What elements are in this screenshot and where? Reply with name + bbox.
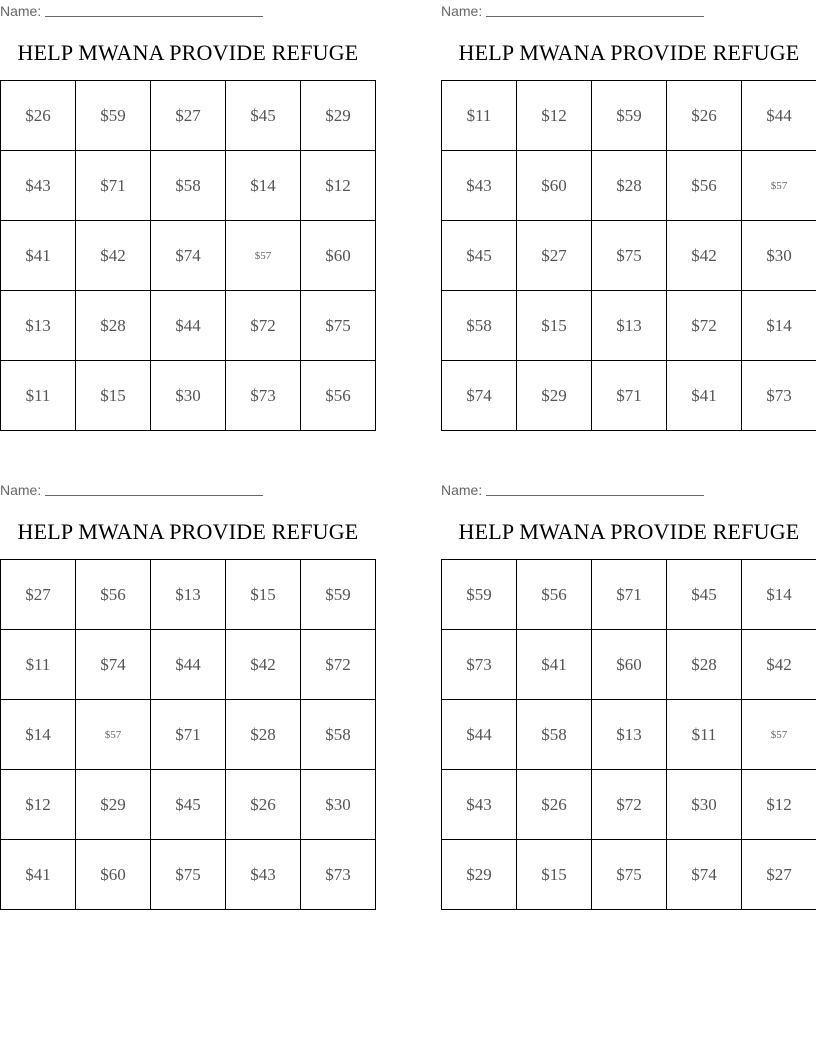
name-blank-line[interactable] <box>486 2 704 17</box>
grid-cell: $29 <box>76 770 151 840</box>
grid-cell: $30 <box>301 770 376 840</box>
grid-cell: $41 <box>1 221 76 291</box>
grid-cell: $28 <box>592 151 667 221</box>
grid-cell: $29 <box>301 81 376 151</box>
grid-cell: $30 <box>667 770 742 840</box>
grid-cell: $71 <box>592 361 667 431</box>
name-field <box>0 0 376 22</box>
grid-cell: $71 <box>592 560 667 630</box>
grid-cell: $15 <box>226 560 301 630</box>
grid-cell: $43 <box>442 151 517 221</box>
grid-row <box>442 221 816 291</box>
grid-cell: $57 <box>742 700 816 770</box>
card-title: HELP MWANA PROVIDE REFUGE <box>17 519 359 544</box>
card-title: HELP MWANA PROVIDE REFUGE <box>458 519 800 544</box>
grid-cell: $12 <box>1 770 76 840</box>
grid-cell: $71 <box>76 151 151 221</box>
grid-row <box>1 630 376 700</box>
grid-cell: $14 <box>742 560 816 630</box>
grid-cell: $73 <box>301 840 376 910</box>
grid-cell: $11 <box>1 630 76 700</box>
grid-cell: $14 <box>226 151 301 221</box>
grid-row <box>442 361 816 431</box>
grid-cell: $41 <box>517 630 592 700</box>
grid-cell: $28 <box>226 700 301 770</box>
grid-cell: $26 <box>1 81 76 151</box>
grid-cell: $60 <box>517 151 592 221</box>
grid-cell: $27 <box>151 81 226 151</box>
name-blank-line[interactable] <box>486 481 704 496</box>
grid-cell: $73 <box>226 361 301 431</box>
grid-cell: $12 <box>742 770 816 840</box>
name-label: Name: <box>441 3 483 19</box>
grid-cell: $73 <box>442 630 517 700</box>
grid-cell: $74 <box>151 221 226 291</box>
bingo-grid <box>441 559 816 910</box>
grid-cell: $74 <box>667 840 742 910</box>
grid-row <box>442 840 816 910</box>
grid-cell: $45 <box>667 560 742 630</box>
grid-cell: $30 <box>742 221 816 291</box>
grid-cell: $56 <box>517 560 592 630</box>
grid-row <box>442 630 816 700</box>
grid-cell: $74 <box>442 361 517 431</box>
name-blank-line[interactable] <box>45 2 263 17</box>
grid-cell: $75 <box>301 291 376 361</box>
grid-cell: $28 <box>667 630 742 700</box>
grid-cell: $72 <box>226 291 301 361</box>
bingo-grid <box>0 559 376 910</box>
bingo-card-1 <box>0 0 376 431</box>
grid-cell: $58 <box>151 151 226 221</box>
grid-row <box>442 700 816 770</box>
grid-cell: $11 <box>442 81 517 151</box>
grid-cell: $26 <box>226 770 301 840</box>
bingo-card-2 <box>441 0 816 431</box>
grid-row <box>1 700 376 770</box>
grid-cell: $44 <box>151 291 226 361</box>
name-field <box>441 479 816 501</box>
grid-cell: $28 <box>76 291 151 361</box>
grid-cell: $13 <box>1 291 76 361</box>
grid-cell: $45 <box>151 770 226 840</box>
grid-cell: $42 <box>226 630 301 700</box>
grid-cell: $56 <box>301 361 376 431</box>
grid-cell: $60 <box>76 840 151 910</box>
grid-cell: $29 <box>442 840 517 910</box>
grid-cell: $72 <box>301 630 376 700</box>
grid-cell: $13 <box>592 291 667 361</box>
grid-cell: $42 <box>76 221 151 291</box>
grid-cell: $11 <box>1 361 76 431</box>
grid-cell: $15 <box>517 840 592 910</box>
grid-cell: $27 <box>1 560 76 630</box>
grid-cell: $13 <box>592 700 667 770</box>
grid-cell: $75 <box>592 221 667 291</box>
grid-cell: $74 <box>76 630 151 700</box>
grid-cell: $11 <box>667 700 742 770</box>
grid-cell: $60 <box>592 630 667 700</box>
grid-cell: $72 <box>592 770 667 840</box>
grid-cell: $15 <box>517 291 592 361</box>
grid-cell: $43 <box>442 770 517 840</box>
grid-cell: $59 <box>592 81 667 151</box>
grid-cell: $58 <box>442 291 517 361</box>
grid-cell: $30 <box>151 361 226 431</box>
grid-cell: $14 <box>1 700 76 770</box>
grid-cell: $29 <box>517 361 592 431</box>
grid-cell: $45 <box>226 81 301 151</box>
grid-row <box>442 291 816 361</box>
grid-row <box>1 361 376 431</box>
bingo-grid <box>441 80 816 431</box>
grid-cell: $12 <box>517 81 592 151</box>
grid-row <box>1 560 376 630</box>
bingo-grid <box>0 80 376 431</box>
grid-row <box>442 560 816 630</box>
grid-cell: $14 <box>742 291 816 361</box>
grid-cell: $58 <box>301 700 376 770</box>
grid-cell: $26 <box>517 770 592 840</box>
grid-cell: $57 <box>76 700 151 770</box>
grid-row <box>442 81 816 151</box>
name-label: Name: <box>441 482 483 498</box>
name-field <box>441 0 816 22</box>
grid-cell: $44 <box>151 630 226 700</box>
grid-row <box>442 770 816 840</box>
grid-row <box>1 840 376 910</box>
card-title: HELP MWANA PROVIDE REFUGE <box>458 40 800 65</box>
grid-cell: $44 <box>442 700 517 770</box>
grid-cell: $59 <box>301 560 376 630</box>
grid-cell: $27 <box>517 221 592 291</box>
grid-cell: $43 <box>226 840 301 910</box>
grid-cell: $44 <box>742 81 816 151</box>
grid-row <box>1 81 376 151</box>
name-label: Name: <box>0 482 42 498</box>
grid-cell: $60 <box>301 221 376 291</box>
grid-cell: $45 <box>442 221 517 291</box>
grid-cell: $58 <box>517 700 592 770</box>
grid-cell: $56 <box>76 560 151 630</box>
grid-cell: $41 <box>667 361 742 431</box>
grid-row <box>1 770 376 840</box>
name-blank-line[interactable] <box>45 481 263 496</box>
grid-cell: $75 <box>592 840 667 910</box>
grid-cell: $71 <box>151 700 226 770</box>
grid-cell: $12 <box>301 151 376 221</box>
grid-cell: $59 <box>76 81 151 151</box>
grid-cell: $57 <box>742 151 816 221</box>
grid-row <box>1 221 376 291</box>
grid-row <box>442 151 816 221</box>
name-field <box>0 479 376 501</box>
grid-cell: $56 <box>667 151 742 221</box>
grid-cell: $42 <box>667 221 742 291</box>
bingo-card-3 <box>0 479 376 910</box>
grid-cell: $13 <box>151 560 226 630</box>
grid-row <box>1 291 376 361</box>
grid-cell: $73 <box>742 361 816 431</box>
grid-cell: $75 <box>151 840 226 910</box>
grid-cell: $27 <box>742 840 816 910</box>
card-title: HELP MWANA PROVIDE REFUGE <box>17 40 359 65</box>
grid-cell: $41 <box>1 840 76 910</box>
grid-row <box>1 151 376 221</box>
grid-cell: $43 <box>1 151 76 221</box>
grid-cell: $42 <box>742 630 816 700</box>
grid-cell: $72 <box>667 291 742 361</box>
grid-cell: $15 <box>76 361 151 431</box>
grid-cell: $59 <box>442 560 517 630</box>
name-label: Name: <box>0 3 42 19</box>
bingo-card-4 <box>441 479 816 910</box>
grid-cell: $26 <box>667 81 742 151</box>
grid-cell: $57 <box>226 221 301 291</box>
